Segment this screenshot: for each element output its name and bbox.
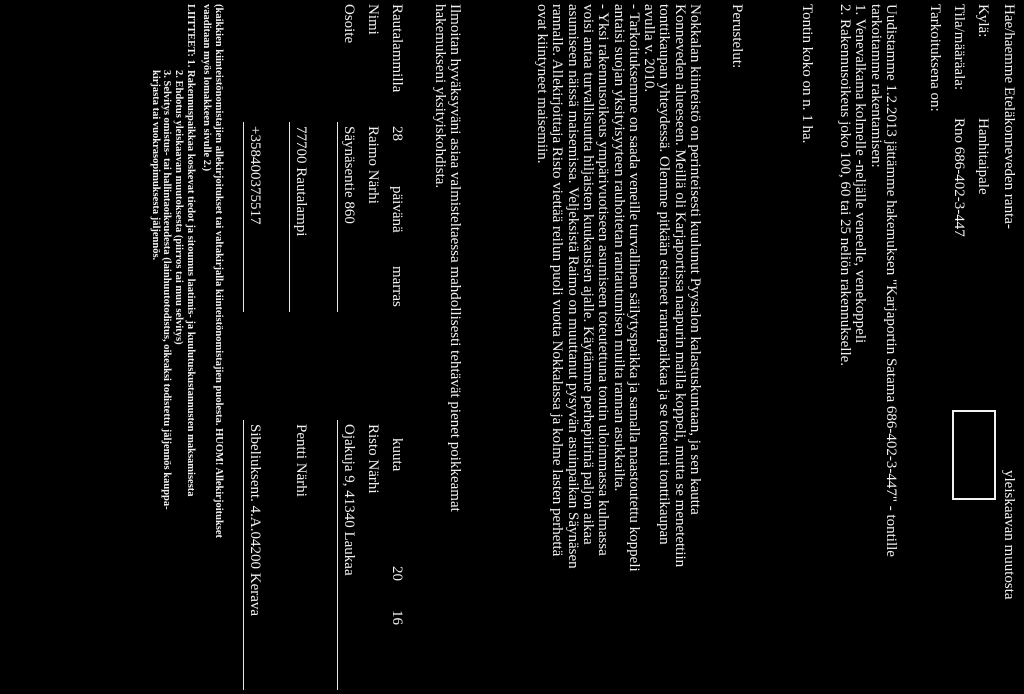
- justification-line: - Yksi rakennusoikeus ympärivuotiseen asumiseen toteutettuna tontin uloimmassa kulmassa: [595, 4, 612, 556]
- address-underline: [289, 122, 290, 312]
- address-2-line-2: Sibeliuksent. 4.A.04200 Kerava: [247, 424, 263, 617]
- justification-line: ovat kiintyneet maisemiin.: [534, 4, 551, 164]
- justification-label: Perustelut:: [729, 4, 745, 69]
- address-label: Osoite: [341, 4, 357, 44]
- address-2-line-1: Ojakuja 9, 41340 Laukaa: [341, 424, 357, 576]
- name-label: Nimi: [365, 4, 381, 35]
- attachments-list: [149, 4, 196, 690]
- signer-name-2: Risto Närhi: [365, 424, 381, 494]
- purpose-line: tarkoitamme rakentamisen:: [867, 4, 884, 168]
- justification-line: Nokkalan kiinteistö on perinteisesti kuulunut Pyysalon kalastuskuntaan, ja sen kautta: [687, 4, 703, 515]
- phone-number: +358400375517: [247, 126, 263, 225]
- justification-line: - Tarkoituksemme on saada veneille turvallinen säilytyspaikka ja samalla maastoutettu koppeli: [625, 4, 642, 572]
- address-1-line-2: 77700 Rautalampi: [293, 126, 309, 237]
- blank-entry-box: [952, 410, 996, 500]
- purpose-label: Tarkoituksena on:: [927, 4, 943, 112]
- justification-line: voisi antaa turvallisuutta hiljaisten kuukausien ajalle. Käytämme perhepiirinä paljon aikaa: [579, 4, 596, 545]
- justification-text: [534, 4, 702, 694]
- year-prefix: 20: [389, 566, 405, 581]
- attachment-line: kirjasta tai vuokrasopimuksesta jäljennös.: [149, 70, 161, 261]
- closing-line: Ilmoitan hyväksyväni asiaa valmisteltaessa mahdollisesti tehtävät pienet poikkeamat: [447, 4, 463, 512]
- closing-line: hakemukseni yksityiskohdista.: [431, 4, 448, 189]
- justification-line: Konneveden alueeseen. Meillä oli Karjaportissa naapurin mailla koppeli, mutta se menetettiin: [671, 4, 688, 568]
- justification-line: antaisi suojan yksityisyyteen rauhoitetan rantautumisen muilta rannan asukkailta.: [610, 4, 627, 492]
- note-line: (kaikkien kiinteistönomistajien allekirjoitukset tai valtakirjalla kiinteistönomistajien puolesta. HUOM! Allekirjoitukset: [213, 4, 224, 539]
- signature-month: marras: [389, 266, 405, 307]
- signature-place: Rautalammilla: [389, 4, 405, 93]
- signature-day: 28: [389, 126, 405, 141]
- justification-line: rannalle. Allekirjoittaja Risto viettää reilun puoli vuotta Nokkalassa ja kolme lasten perhettä: [549, 4, 566, 557]
- day-label: päivänä: [389, 186, 405, 233]
- address-underline: [243, 122, 244, 312]
- purpose-line: 2. Rakennusoikeus joko 100, 60 tai 25 neliön rakennukselle.: [837, 4, 854, 367]
- purpose-text: [837, 4, 898, 694]
- justification-line: asumiseen näissä maisemissa. Veljeksistä Raimo on muuttanut pysyvän asuinpaikan Säynäsen: [564, 4, 581, 569]
- signature-note: [201, 4, 225, 690]
- parcel-value: Rno 686-402-3-447: [951, 118, 967, 237]
- village-label: Kylä:: [975, 4, 991, 38]
- month-label: kuuta: [389, 438, 405, 472]
- application-header: Hae/haemme Eteläkonneveden ranta-: [1001, 4, 1017, 229]
- justification-line: tonttikaupan yhteydessä. Olemme pitkään etsineet rantapaikkaa ja se toteutui tonttikaupan: [656, 4, 673, 545]
- justification-line: avulla v. 2010.: [641, 4, 658, 93]
- parcel-label: Tila/määräala:: [951, 4, 967, 91]
- closing-statement: [431, 4, 462, 694]
- attachment-line: 3. Selvitys omistus- tai hallintaoikeudesta (lainhuutotodistus, oikeaksi todistettu jäljennös kauppa-: [161, 70, 173, 510]
- address-1-line-1: Säynäsentie 860: [341, 126, 357, 224]
- address-underline: [337, 420, 338, 690]
- third-signer-name: Pentti Närhi: [293, 424, 309, 497]
- village-value: Hanhitaipale: [975, 118, 991, 195]
- plan-change-label: yleiskaavan muutosta: [1001, 470, 1017, 600]
- signature-year: 16: [389, 610, 405, 625]
- attachment-line: 2. Ehdotus yleiskaavan muutoksesta (piirros tai muu selvitys): [173, 70, 185, 345]
- purpose-line: 1. Venevalkama kolmelle -neljälle veneelle, venekoppeli: [852, 4, 869, 344]
- attachment-line: LIITTEET: 1. Rakennuspaikkaa koskevat tiedot ja sitoumus laatimis- ja kuulutuskustannusten maksamisesta: [185, 4, 196, 497]
- address-underline: [243, 420, 244, 690]
- note-line: vaaditaan myös lomakkeen sivulle 2.): [201, 4, 213, 172]
- signer-name-1: Raimo Närhi: [365, 126, 381, 204]
- plot-size: Tontin koko on n. 1 ha.: [799, 4, 815, 144]
- purpose-line: Uudistamme 1.2.2013 jättämme hakemuksen "Karjaportin Satama 686-402-3-447" - tontille: [883, 4, 899, 557]
- address-underline: [337, 122, 338, 312]
